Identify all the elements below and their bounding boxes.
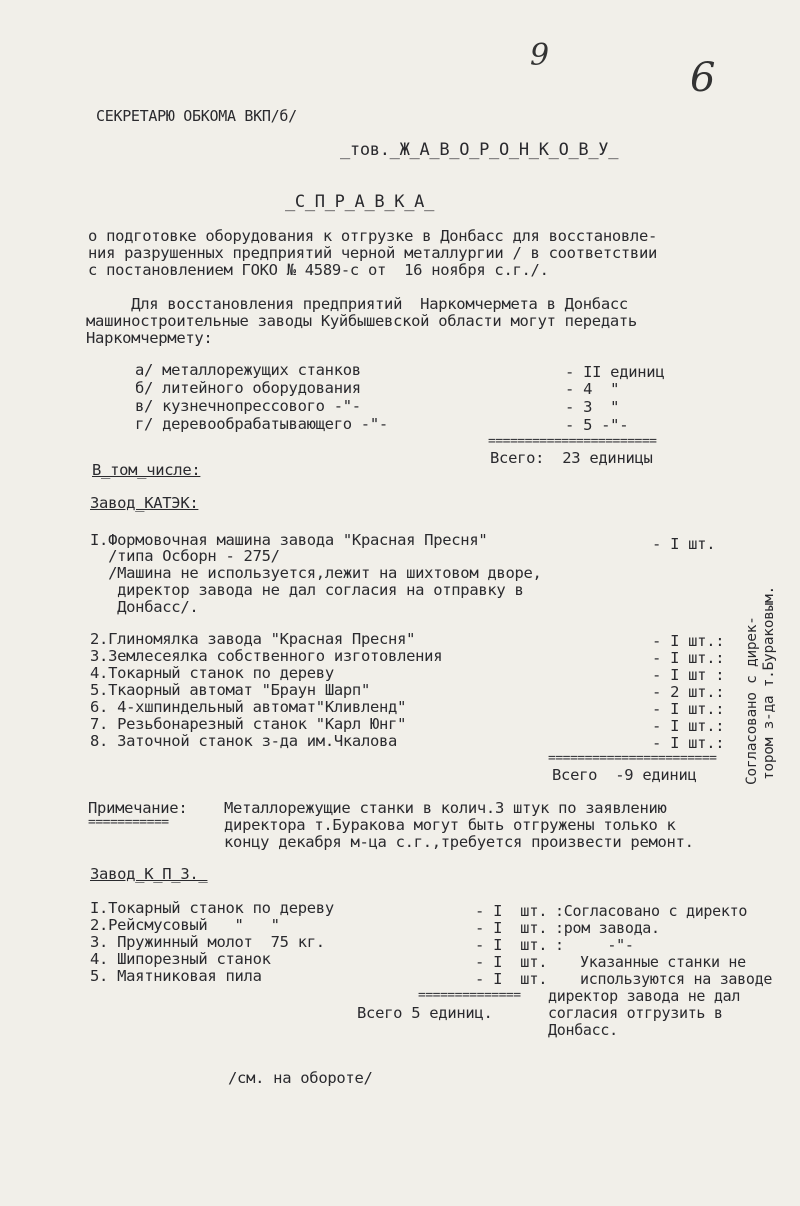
katek-item-8-qty: - I шт.: [652, 734, 725, 752]
para-line-2: машиностроительные заводы Куйбышевской области могут передать [86, 312, 637, 330]
katek-item1-line-2: /типа Осборн - 275/ [90, 547, 280, 565]
katek-item-5-qty: - 2 шт.: [652, 683, 725, 701]
katek-item-7-qty: - I шт.: [652, 717, 725, 735]
kpz-item-3-note: : -"- [555, 936, 634, 954]
summary-total: Всего: 23 единицы [490, 449, 653, 467]
katek-side-note-1: Согласовано с дирек- [744, 616, 760, 785]
kpz-item-3-qty: - I шт. [475, 936, 548, 954]
kpz-item-2-qty: - I шт. [475, 919, 548, 937]
kpz-separator: ============== [418, 988, 521, 1003]
katek-item-2: 2.Глиномялка завода "Красная Пресня" [90, 630, 416, 648]
kpz-item-1-qty: - I шт. [475, 902, 548, 920]
katek-item1-line-4: директор завода не дал согласия на отправку в [90, 581, 524, 599]
kpz-item-5-note: используются на заводе [580, 970, 773, 988]
kpz-item-2: 2.Рейсмусовый " " [90, 916, 280, 934]
kpz-item-4: 4. Шипорезный станок [90, 950, 271, 968]
katek-item1-qty: - I шт. [652, 535, 716, 553]
kpz-note-cont-1: директор завода не дал [548, 987, 741, 1005]
katek-item-4: 4.Токарный станок по дереву [90, 664, 334, 682]
summary-qty-c: - 3 " [565, 398, 620, 416]
addressee-line: СЕКРЕТАРЮ ОБКОМА ВКП/б/ [96, 107, 297, 125]
kpz-item-1-note: :Согласовано с директо [555, 902, 748, 920]
katek-item-6-qty: - I шт.: [652, 700, 725, 718]
addressee-name: _тов._Ж_А_В_О_Р_О_Н_К_О_В_У_ [340, 140, 619, 160]
katek-total: Всего -9 единиц [552, 766, 697, 784]
katek-item-2-qty: - I шт.: [652, 632, 725, 650]
handwritten-page-number-a: 9 [530, 38, 550, 73]
summary-label-d: г/ деревообрабатывающего -"- [135, 415, 388, 433]
summary-qty-b: - 4 " [565, 380, 620, 398]
kpz-note-cont-3: Донбасс. [548, 1021, 618, 1039]
para-line-3: Наркомчермету: [86, 329, 213, 347]
summary-qty-d: - 5 -"- [565, 416, 629, 434]
note-line-3: концу декабря м-ца с.г.,требуется произвести ремонт. [224, 833, 694, 851]
katek-item-7: 7. Резьбонарезный станок "Карл Юнг" [90, 715, 407, 733]
summary-label-b: б/ литейного оборудования [135, 379, 361, 397]
intro-line-1: о подготовке оборудования к отгрузке в Донбасс для восстановле- [88, 227, 658, 245]
summary-qty-a: - II единиц [565, 363, 665, 381]
document-title: _С_П_Р_А_В_К_А_ [285, 192, 435, 212]
kpz-total: Всего 5 единиц. [357, 1004, 493, 1022]
summary-label-c: в/ кузнечнопрессового -"- [135, 397, 361, 415]
summary-separator: ======================= [488, 434, 657, 449]
intro-line-2: ния разрушенных предприятий черной металлургии / в соответствии [88, 244, 658, 262]
katek-item-4-qty: - I шт : [652, 666, 725, 684]
kpz-item-3: 3. Пружинный молот 75 кг. [90, 933, 325, 951]
katek-separator: ======================= [548, 751, 717, 766]
kpz-item-5: 5. Маятниковая пила [90, 967, 262, 985]
katek-item-6: 6. 4-хшпиндельный автомат"Кливленд" [90, 698, 407, 716]
handwritten-page-number-b: 6 [690, 55, 716, 101]
kpz-item-1: I.Токарный станок по дереву [90, 899, 334, 917]
footer-see-reverse: /см. на обороте/ [228, 1069, 373, 1087]
para-line-1: Для восстановления предприятий Наркомчермета в Донбасс [86, 295, 628, 313]
katek-item1-line-3: /Машина не используется,лежит на шихтовом дворе, [90, 564, 542, 582]
note-line-2: директора т.Буракова могут быть отгружены только к [224, 816, 676, 834]
kpz-item-4-note: Указанные станки не [580, 953, 746, 971]
katek-title: Завод_КАТЭК: [90, 494, 199, 512]
katek-item1-line-1: I.Формовочная машина завода "Красная Пресня" [90, 531, 488, 549]
kpz-note-cont-2: согласия отгрузить в [548, 1004, 723, 1022]
katek-item-3-qty: - I шт.: [652, 649, 725, 667]
in-that-heading: В_том_числе: [92, 461, 201, 479]
intro-line-3: с постановлением ГОКО № 4589-с от 16 ноября с.г./. [88, 261, 549, 279]
katek-side-note-2: тором з-да т.Бураковым. [761, 586, 777, 780]
note-line-1: Металлорежущие станки в колич.3 штук по заявлению [224, 799, 667, 817]
note-label: Примечание: [88, 799, 188, 817]
kpz-title: Завод_К_П_З._ [90, 865, 208, 883]
kpz-item-2-note: :ром завода. [555, 919, 660, 937]
katek-item-5: 5.Ткаорный автомат "Браун Шарп" [90, 681, 370, 699]
katek-item-8: 8. Заточной станок з-да им.Чкалова [90, 732, 398, 750]
note-label-underline: =========== [88, 815, 169, 830]
kpz-item-4-qty: - I шт. [475, 953, 548, 971]
katek-item-3: 3.Землесеялка собственного изготовления [90, 647, 443, 665]
katek-item1-line-5: Донбасс/. [90, 598, 199, 616]
kpz-item-5-qty: - I шт. [475, 970, 548, 988]
summary-label-a: а/ металлорежущих станков [135, 361, 361, 379]
